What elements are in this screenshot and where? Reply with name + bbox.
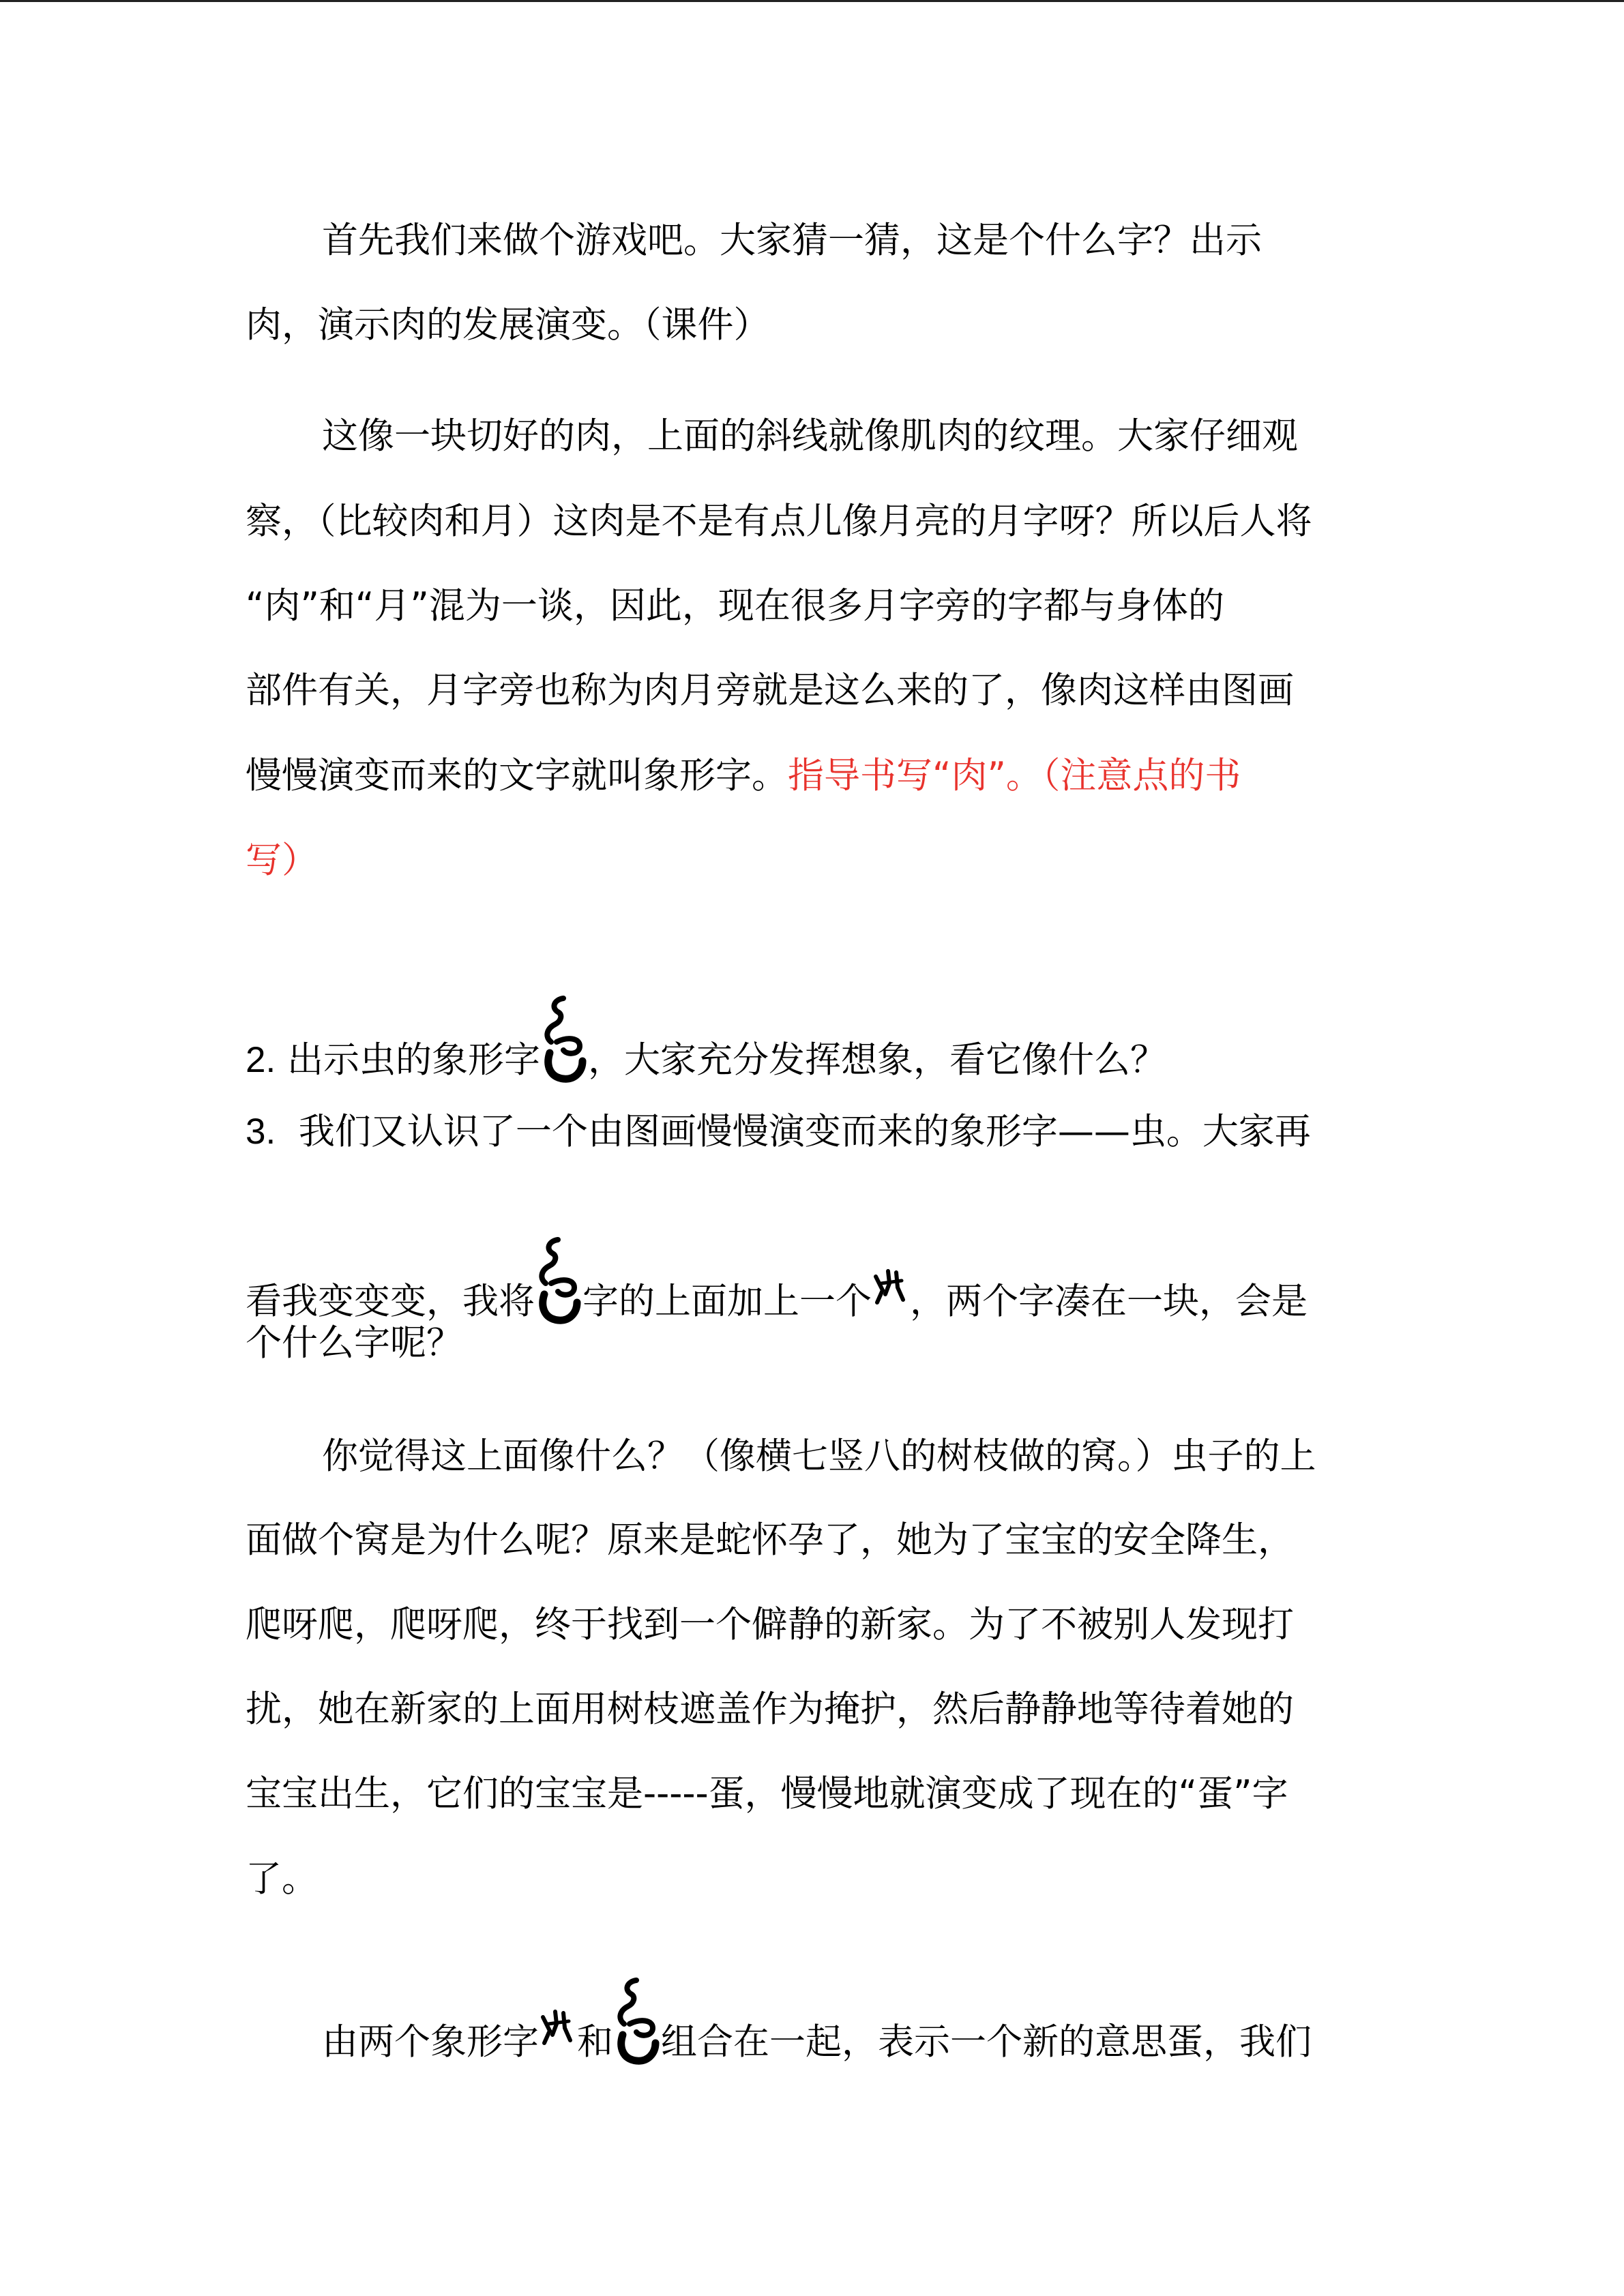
- paragraph-1-line-2: 肉，演示肉的发展演变。（课件）: [246, 304, 770, 346]
- item-3-line-2-c: ，两个字凑在一块，会是: [910, 1281, 1308, 1322]
- item-3-line-3: 个什么字呢？: [246, 1322, 462, 1364]
- paragraph-2-line-1: 这像一块切好的肉，上面的斜线就像肌肉的纹理。大家仔细观: [322, 415, 1298, 457]
- item-3-line-1: [246, 1105, 1405, 1159]
- writing-instruction-end: 写）: [246, 839, 318, 881]
- paragraph-5-text-c: 组合在一起，表示一个新的意思蛋，我们: [661, 2021, 1312, 2063]
- seal-script-chong-icon: [540, 994, 588, 1072]
- item-2-text-after: ，大家充分发挥想象，看它像什么？: [588, 1039, 1167, 1081]
- paragraph-1-line-1: 首先我们来做个游戏吧。大家猜一猜，这是个什么字？出示: [322, 220, 1262, 261]
- item-3-line-2-b: 字的上面加上一个: [582, 1281, 872, 1322]
- paragraph-5-text-a: 由两个象形字: [322, 2021, 539, 2063]
- paragraph-5-line-1: [322, 1976, 1481, 2063]
- paragraph-2-line-2: 察，（比较肉和月）这肉是不是有点儿像月亮的月字呀？所以后人将: [246, 501, 1312, 542]
- paragraph-2-line-5-text: 慢慢演变而来的文字就叫象形字。: [246, 755, 788, 796]
- item-3-number: 3.: [246, 1112, 276, 1152]
- paragraph-5-text-b: 和: [577, 2021, 613, 2063]
- paragraph-4-line-3: 爬呀爬，爬呀爬，终于找到一个僻静的新家。为了不被别人发现打: [246, 1604, 1294, 1645]
- seal-script-nest-icon: [539, 2008, 577, 2054]
- paragraph-4-line-2: 面做个窝是为什么呢？原来是蛇怀孕了，她为了宝宝的安全降生，: [246, 1519, 1294, 1561]
- paragraph-2-line-5: [246, 749, 1405, 803]
- item-2-text-before: 出示虫的象形字: [287, 1039, 541, 1081]
- paragraph-2-line-4: 部件有关，月字旁也称为肉月旁就是这么来的了，像肉这样由图画: [246, 670, 1294, 711]
- paragraph-4-line-6: 了。: [246, 1858, 318, 1900]
- seal-script-nest-icon: [872, 1267, 910, 1313]
- paragraph-2-line-3: “肉”和“月”混为一谈，因此，现在很多月字旁的字都与身体的: [246, 585, 1224, 627]
- paragraph-4-line-1: 你觉得这上面像什么？（像横七竖八的树枝做的窝。）虫子的上: [322, 1435, 1316, 1477]
- writing-instruction: 指导书写“肉”。（注意点的书: [788, 755, 1241, 796]
- item-3-line-2: [246, 1236, 1405, 1322]
- seal-script-chong-icon: [535, 1236, 582, 1313]
- item-3-text: 我们又认识了一个由图画慢慢演变而来的象形字——虫。大家再: [298, 1111, 1311, 1152]
- paragraph-4-line-5: 宝宝出生，它们的宝宝是-----蛋，慢慢地就演变成了现在的“蛋”字: [246, 1773, 1288, 1815]
- paragraph-4-line-4: 扰，她在新家的上面用树枝遮盖作为掩护，然后静静地等待着她的: [246, 1688, 1294, 1730]
- item-2-number: 2.: [246, 1040, 276, 1080]
- item-2-line: [246, 994, 1405, 1081]
- seal-script-chong-icon: [613, 1976, 661, 2054]
- item-3-line-2-a: 看我变变变，我将: [246, 1281, 535, 1322]
- page-top-border: [0, 0, 1624, 2]
